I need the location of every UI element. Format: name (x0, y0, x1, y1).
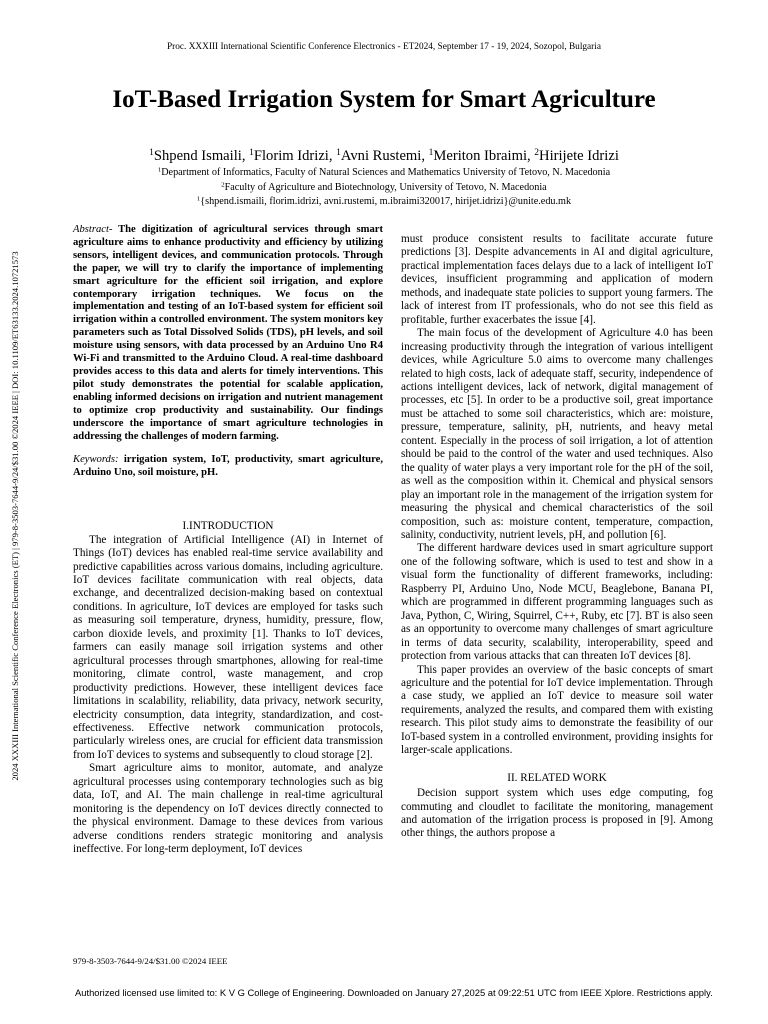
author-list (0, 148, 768, 165)
section-heading-related-work: II. RELATED WORK (507, 771, 607, 784)
affiliation-text: {shpend.ismaili, florim.idrizi, avni.rustemi, m.ibraimi320017, hirijet.idrizi}@unite.edu.mk (200, 196, 572, 207)
conference-header: Proc. XXXIII International Scientific Conference Electronics - ET2024, September 17 - 19, 2024, Sozopol, Bulgaria (167, 42, 601, 52)
license-footer: Authorized licensed use limited to: K V G College of Engineering. Downloaded on January 27,2025 at 09:22:51 UTC from IEEE Xplore. Restrictions apply. (75, 987, 713, 998)
side-identifier (8, 216, 22, 816)
paragraph: Decision support system which uses edge computing, fog commuting and cloudlet to facilitate the monitoring, management and automation of the irrigation process is proposed in [9]. Among other things, the authors propose a (401, 787, 713, 840)
abstract (73, 224, 383, 443)
paragraph: The different hardware devices used in smart agriculture support one of the following software, which is used to test and show in a visual form the functionality of different frameworks, including: Raspberry PI, Arduino Uno, Node MCU, Beaglebone, Banana PI, which are programmed in different programming languages such as Java, Python, C, Wiring, Squirrel, C++, Ruby, etc [7]. BT is also seen as an opportunity to overcome many challenges of smart agriculture in terms of data security, scalability, interoperability, speed and protection from various attacks that can threaten IoT devices [8]. (401, 542, 713, 663)
keywords (73, 454, 383, 480)
affiliation-text: Department of Informatics, Faculty of Natural Sciences and Mathematics University of Tetovo, N. Macedonia (161, 167, 611, 178)
copyright-notice: 979-8-3503-7644-9/24/$31.00 ©2024 IEEE (73, 956, 228, 966)
left-column (73, 224, 383, 857)
keywords-text: irrigation system, IoT, productivity, smart agriculture, Arduino Uno, soil moisture, pH. (73, 454, 383, 479)
abstract-lead: Abstract- (73, 224, 113, 235)
affiliation-2 (0, 182, 768, 193)
author-sup: 1 (249, 147, 254, 158)
paragraph: The main focus of the development of Agriculture 4.0 has been increasing productivity through the integration of various intelligent devices, while Agriculture 5.0 aims to overcome many challenges related to high costs, lack of adequate staff, security, independence of actions intelligent devices, lack of network, digital management of processes, etc [5]. In order to be a productive soil, great importance must be attached to some soil characteristics, which are: moisture, pressure, temperature, salinity, pH, nutrients, and heavy metal content. Especially in the process of soil irrigation, a lot of attention should be paid to the control of the water and used techniques. Also the quality of water plays a very important role for the pH of the soil, as well as the composition within it. Chemical and physical sensors play an important role in the management of the irrigation system for measuring the physical and chemical characteristics of the soil composition, such as: moisture content, temperature, compaction, salinity, conductivity, nutrient levels, pH, and pollution [6]. (401, 327, 713, 541)
paragraph: This paper provides an overview of the basic concepts of smart agriculture and the potential for IoT device implementation. Through a case study, we applied an IoT device to measure soil water requirements, analyzed the results, and compared them with existing research. This pilot study aims to demonstrate the feasibility of our IoT-based system in a controlled environment, providing insights for larger-scale applications. (401, 663, 713, 757)
paragraph: The integration of Artificial Intelligence (AI) in Internet of Things (IoT) devices has enabled real-time service availability and predictive capabilities across various domains, including agriculture. IoT devices facilitate communication with real objects, data exchange, and decentralized decision-making based on contextual conditions. In agriculture, IoT devices are employed for tasks such as measuring soil temperature, dryness, humidity, pressure, flow, carbon dioxide levels, and proximity [1]. Thanks to IoT devices, farmers can easily manage soil irrigation systems and other agricultural processes through smartphones, allowing for real-time monitoring, climate control, waste management, and crop productivity predictions. However, these intelligent devices face limitations in scalability, reliability, data privacy, network security, electricity consumption, data integrity, standardization, and cost-effectiveness. Effective network communication protocols, particularly wireless ones, are crucial for efficient data transmission from IoT devices to systems and subsequently to cloud storage [2]. (73, 533, 383, 761)
author-name: Meriton Ibraimi, (433, 148, 535, 164)
affiliation-sup: 2 (221, 181, 225, 189)
paragraph: Smart agriculture aims to monitor, automate, and analyze agricultural processes using contemporary technologies such as big data, IoT, and AI. The main challenge in real-time agricultural monitoring is the dependency on IoT devices directly connected to the physical environment. Damage to these devices from various adverse conditions renders strategic monitoring and analysis ineffective. For long-term deployment, IoT devices (73, 762, 383, 856)
side-identifier-text: 2024 XXXIII International Scientific Conference Electronics (ET) | 979-8-3503-7644-9/24/$31.00 ©2024 IEEE | DOI: 10.1109/ET63133.2024.10721573 (10, 251, 20, 781)
paragraph: must produce consistent results to facilitate accurate future predictions [3]. Despite advancements in AI and digital agriculture, practical implementation faces delays due to a lack of intelligent IoT devices, insufficient programming and application of modern methods, and inadequate state policies to support young farmers. The lack of interest from IT professionals, who do not see this field as profitable, further exacerbates the issue [4]. (401, 233, 713, 326)
section-heading-introduction: I.INTRODUCTION (182, 520, 274, 533)
author-sup: 1 (149, 147, 154, 158)
affiliation-text: Faculty of Agriculture and Biotechnology, University of Tetovo, N. Macedonia (224, 182, 547, 193)
paper-title: IoT-Based Irrigation System for Smart Agriculture (112, 86, 656, 113)
abstract-text: The digitization of agricultural services through smart agriculture aims to enhance productivity and efficiency by utilizing sensors, intelligent devices, and communication protocols. Through the paper, we will try to clarify the importance of implementing smart agriculture for the efficient soil irrigation, and explore contemporary irrigation techniques. We focus on the implementation and testing of an IoT-based system for efficient soil irrigation within a controlled environment. The system monitors key parameters such as Total Dissolved Solids (TDS), pH levels, and soil moisture using sensors, with data processed by an Arduino Uno R4 Wi-Fi and transmitted to the Arduino Cloud. A real-time dashboard provides access to this data and alerts for timely interventions. This pilot study demonstrates the potential for scalable application, enabling informed decisions on irrigation and nutrient management to optimize crop productivity and sustainability. Our findings underscore the importance of smart agriculture technologies in addressing the challenges of modern farming. (73, 224, 383, 442)
author-sup: 1 (336, 147, 341, 158)
author-name: Shpend Ismaili, (153, 148, 250, 164)
author-name: Hirijete Idrizi (539, 148, 619, 164)
author-emails (0, 196, 768, 207)
author-sup: 2 (534, 147, 540, 158)
author-name: Avni Rustemi, (340, 148, 429, 164)
affiliation-sup: 1 (157, 166, 162, 174)
right-column (401, 233, 713, 841)
author-sup: 1 (428, 147, 434, 158)
author-name: Florim Idrizi, (253, 148, 337, 164)
affiliation-1 (0, 167, 768, 178)
keywords-lead: Keywords: (73, 454, 119, 466)
affiliation-sup: 1 (196, 195, 201, 203)
